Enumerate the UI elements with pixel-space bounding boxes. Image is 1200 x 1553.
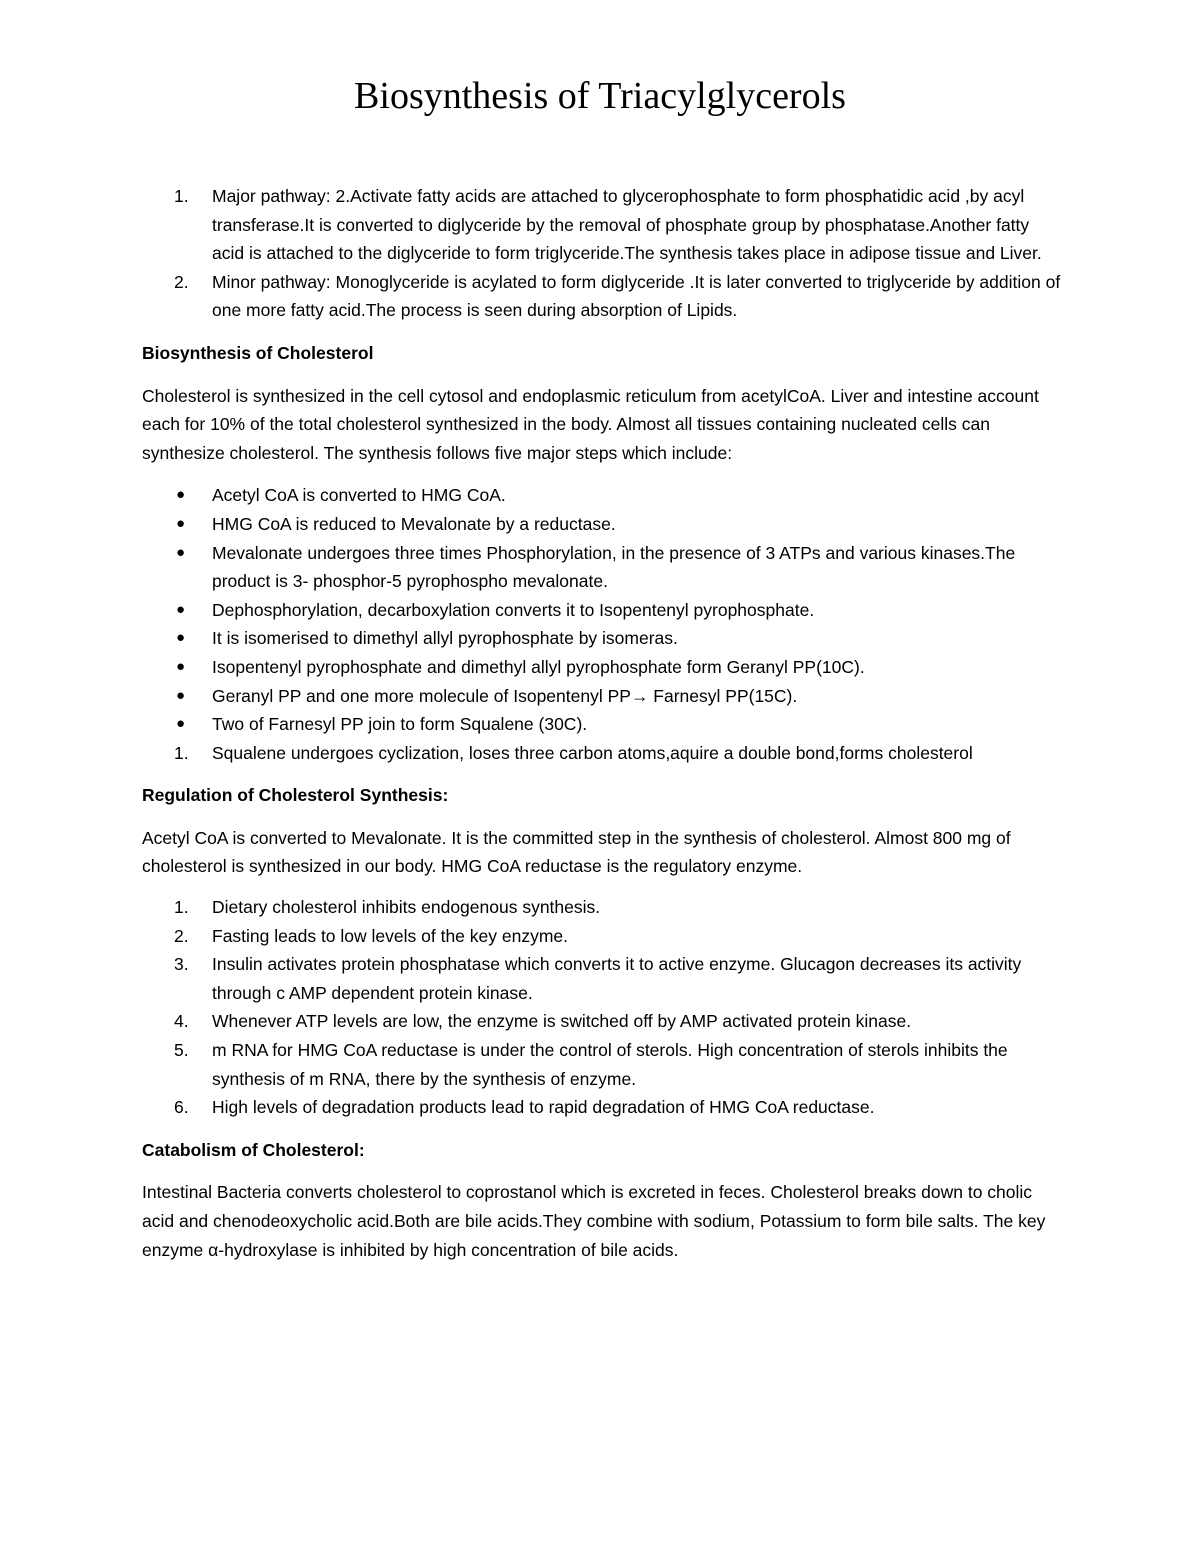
list-number: 2. bbox=[174, 925, 189, 946]
list-text: Isopentenyl pyrophosphate and dimethyl allyl pyrophosphate form Geranyl PP(10C). bbox=[212, 656, 865, 677]
list-text: m RNA for HMG CoA reductase is under the control of sterols. High concentration of sterols inhibits the synthesis of m RNA, there by the synthesis of enzyme. bbox=[212, 1040, 1008, 1089]
tag-pathway-list bbox=[142, 182, 1062, 325]
list-text: Mevalonate undergoes three times Phosphorylation, in the presence of 3 ATPs and various kinases.The product is 3- phosphor-5 pyrophospho mevalonate. bbox=[212, 542, 1016, 592]
list-item bbox=[142, 596, 1062, 625]
list-number: 3. bbox=[174, 954, 189, 975]
list-item bbox=[142, 710, 1062, 739]
list-item bbox=[142, 653, 1062, 682]
list-text: Squalene undergoes cyclization, loses three carbon atoms,aquire a double bond,forms cholesterol bbox=[212, 742, 973, 763]
list-item bbox=[142, 481, 1062, 510]
document-title: Biosynthesis of Triacylglycerols bbox=[354, 75, 846, 117]
list-item bbox=[142, 893, 1062, 922]
list-item bbox=[142, 510, 1062, 539]
regulation-intro: Acetyl CoA is converted to Mevalonate. It is the committed step in the synthesis of cholesterol. Almost 800 mg of cholesterol is synthesized in our body. HMG CoA reductase is the regulatory enzyme. bbox=[142, 827, 1011, 877]
bullet-icon: ● bbox=[176, 686, 186, 704]
list-number: 5. bbox=[174, 1040, 189, 1061]
list-item bbox=[142, 739, 1062, 768]
document-body bbox=[142, 182, 1062, 1264]
list-item bbox=[142, 268, 1062, 325]
bullet-icon: ● bbox=[176, 657, 186, 675]
list-number: 2. bbox=[174, 271, 189, 292]
section-heading-cholesterol: Biosynthesis of Cholesterol bbox=[142, 342, 374, 363]
regulation-list bbox=[142, 893, 1062, 1122]
list-item bbox=[142, 1036, 1062, 1093]
list-item bbox=[142, 922, 1062, 951]
bullet-icon: ● bbox=[176, 600, 186, 618]
list-text: HMG CoA is reduced to Mevalonate by a reductase. bbox=[212, 513, 616, 534]
list-text: Dephosphorylation, decarboxylation converts it to Isopentenyl pyrophosphate. bbox=[212, 599, 815, 620]
list-item bbox=[142, 182, 1062, 268]
list-text: It is isomerised to dimethyl allyl pyrophosphate by isomeras. bbox=[212, 628, 678, 649]
list-text: Geranyl PP and one more molecule of Isopentenyl PP→ Farnesyl PP(15C). bbox=[212, 685, 798, 706]
catabolism-text: Intestinal Bacteria converts cholesterol to coprostanol which is excreted in feces. Cholesterol breaks down to cholic acid and chenodeoxycholic acid.Both are bile acids.They combine with sodium, Potassium to form bile salts. The key enzyme α-hydroxylase is inhibited by high concentration of bile acids. bbox=[142, 1182, 1046, 1260]
list-number: 6. bbox=[174, 1097, 189, 1118]
list-item bbox=[142, 539, 1062, 596]
list-number: 1. bbox=[174, 186, 189, 206]
list-text: Fasting leads to low levels of the key enzyme. bbox=[212, 925, 569, 946]
bullet-icon: ● bbox=[176, 629, 186, 647]
bullet-icon: ● bbox=[176, 715, 186, 733]
bullet-icon: ● bbox=[176, 486, 186, 504]
list-number: 1. bbox=[174, 742, 189, 763]
list-text: Major pathway: 2.Activate fatty acids are attached to glycerophosphate to form phosphatidic acid ,by acyl transferase.It is converted to diglyceride by the removal of phosphate group by phosphatase.Another fatty acid is attached to the diglyceride to form triglyceride.The synthesis takes place in adipose tissue and Liver. bbox=[212, 186, 1042, 264]
section-heading-regulation: Regulation of Cholesterol Synthesis: bbox=[142, 785, 449, 806]
list-text: Acetyl CoA is converted to HMG CoA. bbox=[212, 485, 506, 506]
section-heading-catabolism: Catabolism of Cholesterol: bbox=[142, 1139, 365, 1160]
list-number: 4. bbox=[174, 1011, 189, 1032]
bullet-icon: ● bbox=[176, 543, 186, 561]
list-item bbox=[142, 1007, 1062, 1036]
list-text: High levels of degradation products lead to rapid degradation of HMG CoA reductase. bbox=[212, 1097, 875, 1118]
list-item bbox=[142, 682, 1062, 711]
list-text: Two of Farnesyl PP join to form Squalene (30C). bbox=[212, 714, 588, 735]
list-item bbox=[142, 1093, 1062, 1122]
bullet-icon: ● bbox=[176, 514, 186, 532]
list-text: Dietary cholesterol inhibits endogenous synthesis. bbox=[212, 897, 601, 918]
list-text: Insulin activates protein phosphatase which converts it to active enzyme. Glucagon decreases its activity through c AMP dependent protein kinase. bbox=[212, 954, 1022, 1003]
list-text: Whenever ATP levels are low, the enzyme is switched off by AMP activated protein kinase. bbox=[212, 1011, 912, 1032]
list-text: Minor pathway: Monoglyceride is acylated to form diglyceride .It is later converted to triglyceride by addition of one more fatty acid.The process is seen during absorption of Lipids. bbox=[212, 271, 1061, 321]
list-number: 1. bbox=[174, 897, 189, 918]
list-item bbox=[142, 624, 1062, 653]
cholesterol-steps-list bbox=[142, 481, 1062, 767]
cholesterol-intro: Cholesterol is synthesized in the cell cytosol and endoplasmic reticulum from acetylCoA. Liver and intestine account each for 10% of the total cholesterol synthesized in the body. Almost all tissues containing nucleated cells can synthesize cholesterol. The synthesis follows five major steps which include: bbox=[142, 385, 1039, 463]
list-item bbox=[142, 950, 1062, 1007]
